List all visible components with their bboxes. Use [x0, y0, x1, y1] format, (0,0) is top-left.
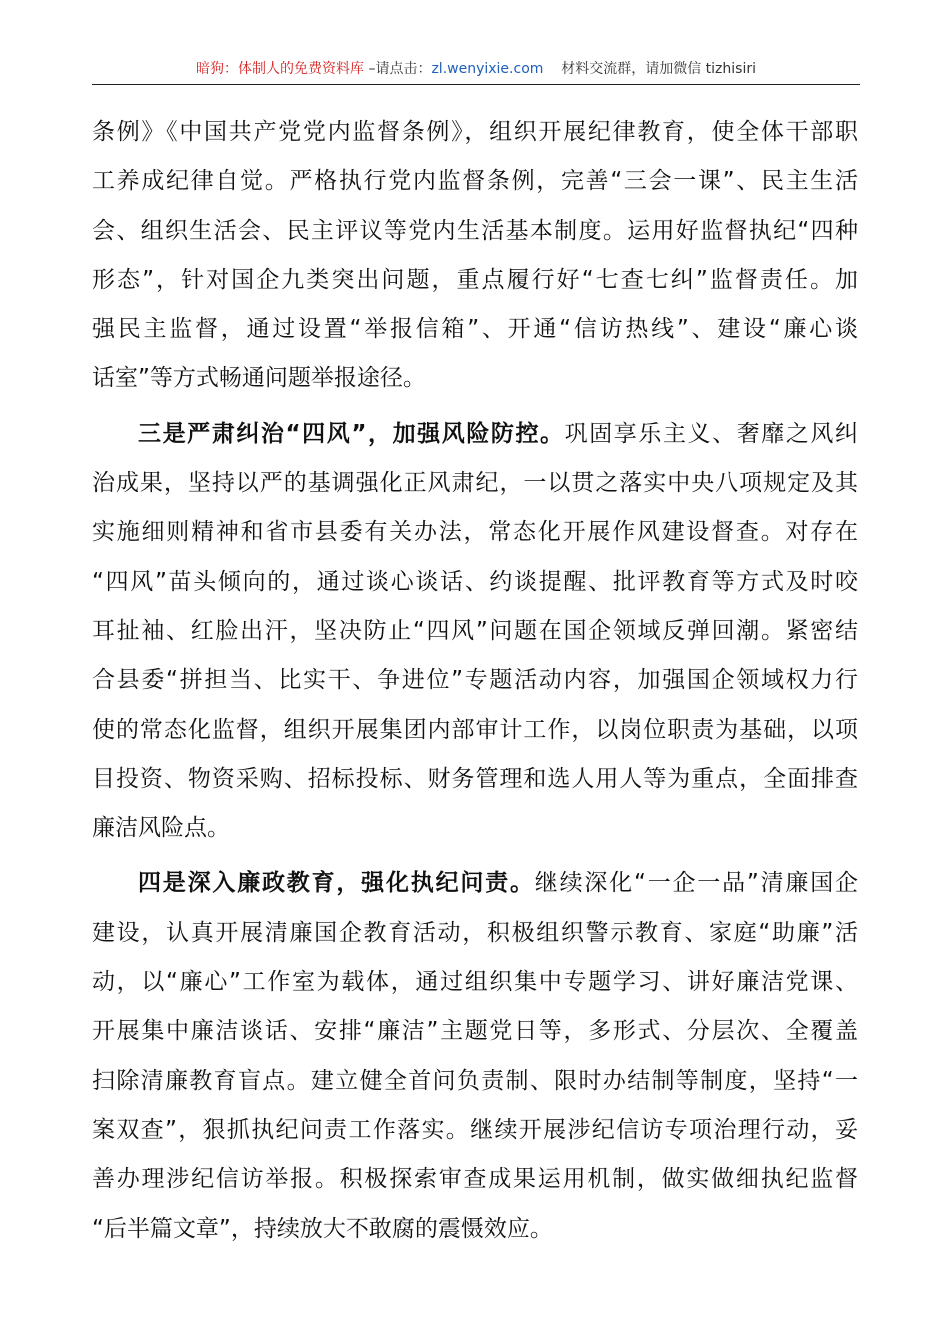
text-line: 善办理涉纪信访举报。积极探索审查成果运用机制，做实做细执纪监督	[92, 1166, 858, 1193]
text-line: 动，以“廉心”工作室为载体，通过组织集中专题学习、讲好廉洁党课、	[92, 969, 858, 996]
text-line: 案双查”，狠抓执纪问责工作落实。继续开展涉纪信访专项治理行动，妥	[92, 1116, 858, 1143]
text-line: 实施细则精神和省市县委有关办法，常态化开展作风建设督查。对存在	[92, 519, 858, 546]
text-line: 话室”等方式畅通问题举报途径。	[92, 365, 426, 392]
document-body	[92, 108, 858, 1254]
text-line: 建设，认真开展清廉国企教育活动，积极组织警示教育、家庭“助廉”活	[92, 919, 858, 946]
text-line-first	[92, 410, 858, 459]
text-line: 开展集中廉洁谈话、安排“廉洁”主题党日等，多形式、分层次、全覆盖	[92, 1018, 858, 1045]
paragraph-supervision	[92, 108, 858, 404]
text-line: 廉洁风险点。	[92, 815, 230, 842]
text-line: 强民主监督，通过设置“举报信箱”、开通“信访热线”、建设“廉心谈	[92, 316, 858, 343]
paragraph-lead-text: 巩固享乐主义、奢靡之风纠	[564, 420, 858, 447]
text-line: 工养成纪律自觉。严格执行党内监督条例，完善“三会一课”、民主生活	[92, 168, 858, 195]
text-line: 使的常态化监督，组织开展集团内部审计工作，以岗位职责为基础，以项	[92, 716, 858, 743]
header-url-link[interactable]: zl.wenyixie.com	[431, 61, 544, 77]
text-line-first	[92, 859, 858, 908]
paragraph-lead-text: 继续深化“一企一品”清廉国企	[534, 870, 858, 897]
header-click-prompt: –请点击：	[364, 61, 432, 77]
paragraph-heading: 四是深入廉政教育，强化执纪问责。	[138, 870, 535, 897]
text-line: 耳扯袖、红脸出汗，坚决防止“四风”问题在国企领域反弹回潮。紧密结	[92, 617, 858, 644]
paragraph-heading: 三是严肃纠治“四风”，加强风险防控。	[138, 420, 565, 447]
text-line: 形态”，针对国企九类突出问题，重点履行好“七查七纠”监督责任。加	[92, 266, 858, 293]
text-line: “四风”苗头倾向的，通过谈心谈话、约谈提醒、批评教育等方式及时咬	[92, 568, 858, 595]
text-line: 会、组织生活会、民主评议等党内生活基本制度。运用好监督执纪“四种	[92, 217, 858, 244]
header-brand: 暗狗：体制人的免费资料库	[196, 61, 364, 77]
text-line: 治成果，坚持以严的基调强化正风肃纪，一以贯之落实中央八项规定及其	[92, 470, 858, 497]
text-line: 目投资、物资采购、招标投标、财务管理和选人用人等为重点，全面排查	[92, 765, 858, 792]
paragraph-integrity-education	[92, 859, 858, 1253]
text-line: 扫除清廉教育盲点。建立健全首问负责制、限时办结制等制度，坚持“一	[92, 1067, 858, 1094]
header-wechat-note: 材料交流群，请加微信 tizhisiri	[543, 61, 756, 77]
text-line: 条例》《中国共产党党内监督条例》，组织开展纪律教育，使全体干部职	[92, 119, 858, 145]
page-header	[92, 56, 860, 85]
paragraph-four-winds	[92, 410, 858, 854]
text-line: 合县委“拼担当、比实干、争进位”专题活动内容，加强国企领域权力行	[92, 667, 858, 694]
text-line: “后半篇文章”，持续放大不敢腐的震慑效应。	[92, 1215, 553, 1242]
